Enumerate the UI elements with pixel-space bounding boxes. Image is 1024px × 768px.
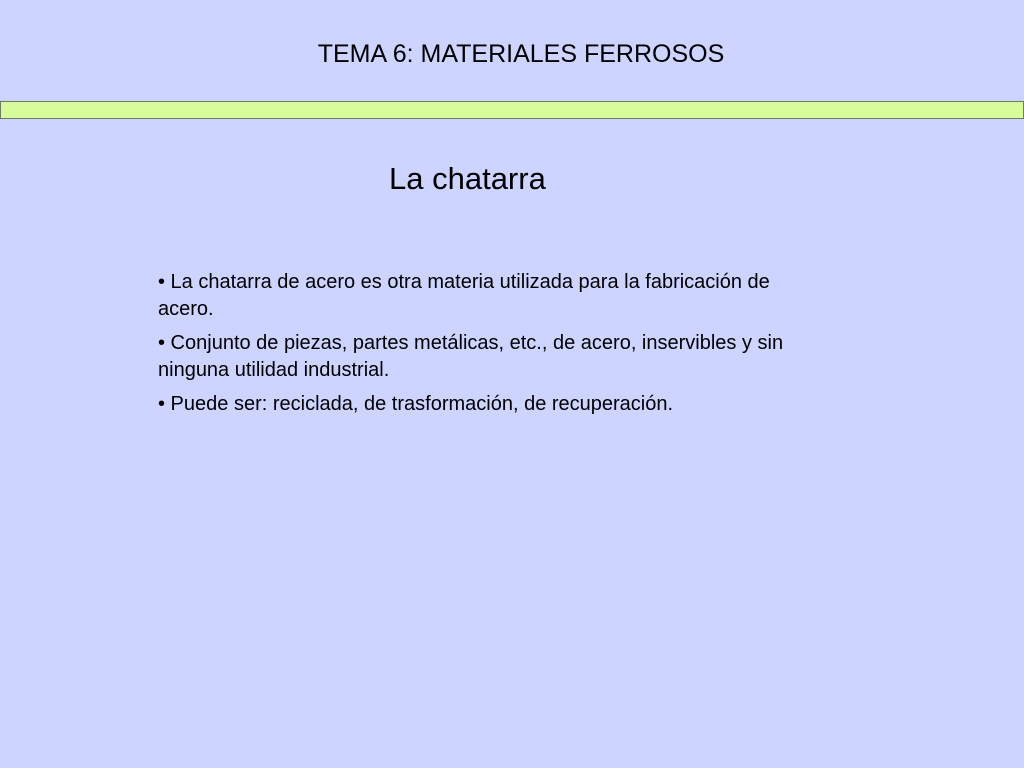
bullet-item-1: • La chatarra de acero es otra materia utilizada para la fabricación de acero.: [158, 271, 770, 320]
slide-title: La chatarra: [389, 161, 546, 196]
bullet-item-3: • Puede ser: reciclada, de trasformación, de recuperación.: [158, 393, 674, 415]
header-title: TEMA 6: MATERIALES FERROSOS: [317, 40, 725, 68]
header-divider-bar: [0, 101, 1024, 119]
bullet-list: [158, 269, 828, 425]
bullet-item-2: • Conjunto de piezas, partes metálicas, etc., de acero, inservibles y sin ninguna utilidad industrial.: [158, 332, 784, 381]
